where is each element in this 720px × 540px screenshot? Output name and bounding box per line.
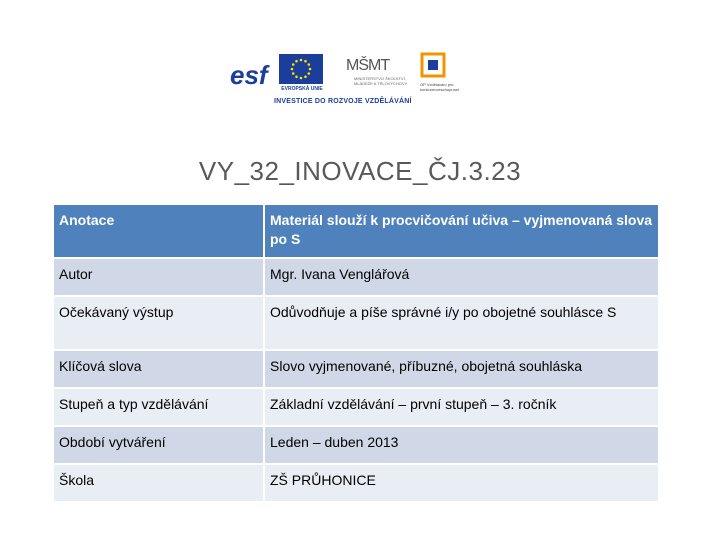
table-row [54, 259, 658, 295]
msmt-logo-text: MŠMT [346, 57, 390, 74]
row-key-cell: Stupeň a typ vzdělávání [54, 389, 263, 425]
row-value-cell: ZŠ PRŮHONICE [265, 465, 658, 501]
row-value-cell: Mgr. Ivana Venglářová [265, 259, 658, 295]
eu-flag-logo [279, 54, 323, 84]
row-key-cell: Očekávaný výstup [54, 297, 263, 349]
table-header-row [54, 205, 658, 257]
esf-logo-text: esf [230, 60, 268, 90]
row-value-cell: Slovo vyjmenované, příbuzné, obojetná souhláska [265, 351, 658, 387]
row-key-cell: Období vytváření [54, 427, 263, 463]
row-key-cell: Škola [54, 465, 263, 501]
metadata-table [52, 203, 660, 503]
row-value-cell: Odůvodňuje a píše správné i/y po obojetné souhlásce S [265, 297, 658, 349]
row-value-cell: Leden – duben 2013 [265, 427, 658, 463]
row-value-cell: Základní vzdělávání – první stupeň – 3. ročník [265, 389, 658, 425]
tagline: INVESTICE DO ROZVOJE VZDĚLÁVÁNÍ [274, 98, 412, 105]
row-key-cell: Klíčová slova [54, 351, 263, 387]
op-caption: OP Vzdělávání pro konkurenceschopnost [420, 82, 459, 92]
header-value-cell: Materiál slouží k procvičování učiva – vyjmenovaná slova po S [265, 205, 658, 257]
table-row [54, 297, 658, 349]
table-row [54, 427, 658, 463]
eu-caption: EVROPSKÁ UNIE [281, 86, 323, 92]
table-row [54, 465, 658, 501]
table-row [54, 389, 658, 425]
table-row [54, 351, 658, 387]
msmt-logo [344, 50, 404, 94]
eu-stars-icon [279, 54, 323, 84]
logo-banner [226, 40, 466, 112]
row-key-cell: Autor [54, 259, 263, 295]
page-title: VY_32_INOVACE_ČJ.3.23 [198, 156, 522, 186]
msmt-caption: MINISTERSTVO ŠKOLSTVÍ, MLÁDEŽE A TĚLOVÝCHOVY [354, 76, 408, 86]
esf-logo [229, 54, 275, 92]
header-key-cell: Anotace [54, 205, 263, 257]
